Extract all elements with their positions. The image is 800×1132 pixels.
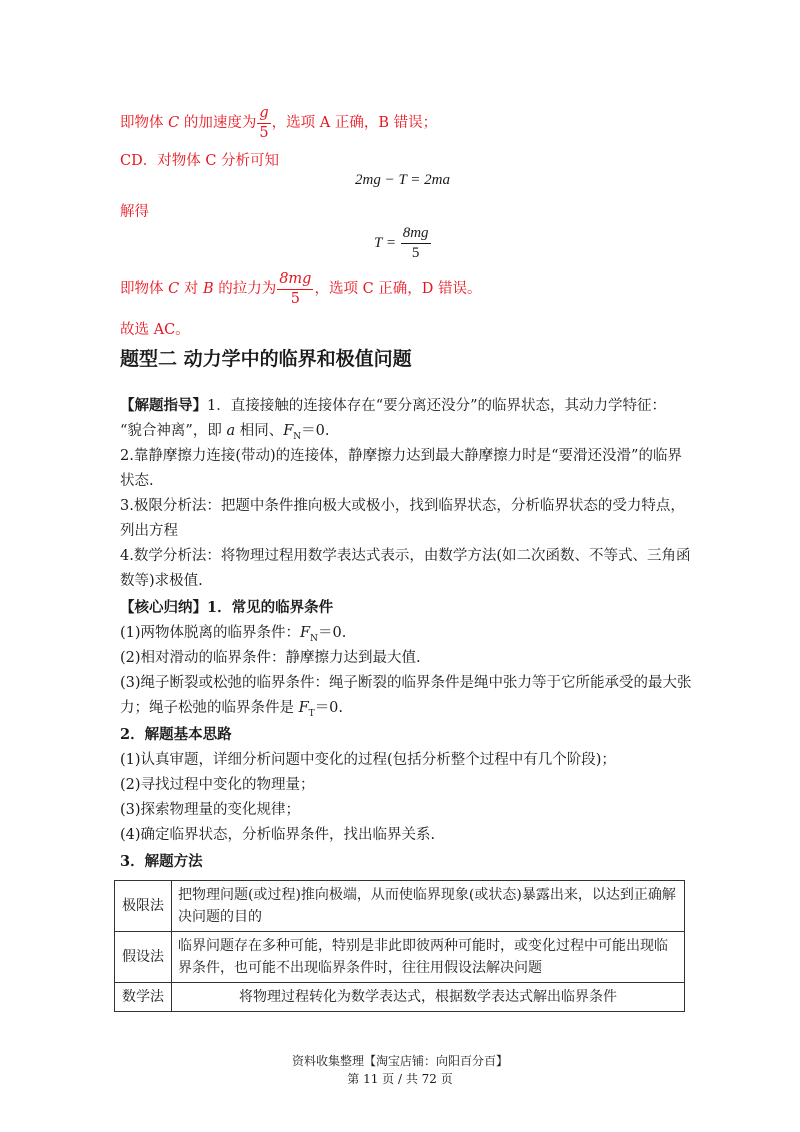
core-c2: (2)相对滑动的临界条件：静摩擦力达到最大值. — [120, 650, 421, 666]
core-s1: (1)认真审题，详细分析问题中变化的过程(包括分析整个过程中有几个阶段)； — [120, 752, 616, 768]
core-c3a: (3)绳子断裂或松弛的临界条件：绳子断裂的临界条件是绳中张力等于它所能承受的最大张 — [120, 675, 692, 691]
method-desc: 把物理问题(或过程)推向极端，从而使临界现象(或状态)暴露出来，以达到正确解决问题的目的 — [172, 881, 685, 932]
solution-jiede: 解得 — [120, 204, 149, 220]
section-title: 题型二 动力学中的临界和极值问题 — [120, 348, 412, 370]
guide-p2a: 2.靠静摩擦力连接(带动)的连接体，静摩擦力达到最大静摩擦力时是“要滑还没滑”的临界 — [120, 448, 682, 464]
guide-p3b: 列出方程 — [120, 523, 178, 539]
table-row — [115, 881, 685, 932]
method-name: 数学法 — [115, 983, 172, 1012]
solution-line-3: 即物体 C 对 B 的拉力为 $\frac{8mg}{5}$ ，选项 C 正确，D 错误。 — [120, 271, 482, 307]
guide-p4b: 数等)求极值. — [120, 573, 203, 589]
equation-2: T = $\frac{8mg}{5}$ — [374, 225, 429, 261]
solution-cd-heading: CD．对物体 C 分析可知 — [120, 153, 280, 169]
footer-source: 资料收集整理【淘宝店铺：向阳百分百】 — [291, 1054, 508, 1068]
guide-p2b: 状态. — [120, 473, 154, 489]
method-desc: 临界问题存在多种可能，特别是非此即彼两种可能时，或变化过程中可能出现临界条件，也可能不出现临界条件时，往往用假设法解决问题 — [172, 932, 685, 983]
guide-p3a: 3.极限分析法：把题中条件推向极大或极小，找到临界状态，分析临界状态的受力特点， — [120, 498, 685, 514]
method-desc: 将物理过程转化为数学表达式，根据数学表达式解出临界条件 — [172, 983, 685, 1012]
footer-page-number: 第 11 页 / 共 72 页 — [347, 1072, 453, 1086]
core-c3b: 力；绳子松弛的临界条件是 $F_T=0$. — [120, 700, 344, 719]
core-c1: (1)两物体脱离的临界条件：$F_N=0$. — [120, 625, 347, 644]
core-s2: (2)寻找过程中变化的物理量； — [120, 777, 315, 793]
core-s4: (4)确定临界状态，分析临界条件，找出临界关系. — [120, 827, 436, 843]
method-name: 假设法 — [115, 932, 172, 983]
guide-label: 【解题指导】 — [120, 397, 207, 414]
guide-p4a: 4.数学分析法：将物理过程用数学表达式表示，由数学方法(如二次函数、不等式、三角函 — [120, 548, 691, 564]
guide-p1a: 【解题指导】1．直接接触的连接体存在“要分离还没分”的临界状态，其动力学特征： — [120, 397, 667, 414]
method-name: 极限法 — [115, 881, 172, 932]
core-h2: 2．解题基本思路 — [120, 726, 232, 743]
equation-1: 2mg − T = 2ma — [355, 172, 450, 188]
methods-table — [114, 880, 685, 1012]
table-row — [115, 932, 685, 983]
solution-conclusion: 故选 AC。 — [120, 322, 190, 338]
core-s3: (3)探索物理量的变化规律； — [120, 802, 301, 818]
core-heading: 【核心归纳】1．常见的临界条件 — [120, 599, 334, 616]
solution-line-1: 即物体 C 的加速度为 $\frac{g}{5}$ ，选项 A 正确，B 错误； — [120, 105, 438, 141]
table-row — [115, 983, 685, 1012]
core-h3: 3．解题方法 — [120, 853, 203, 870]
guide-p1b: “貌合神离”，即 a 相同、$F_N=0$. — [120, 423, 330, 442]
